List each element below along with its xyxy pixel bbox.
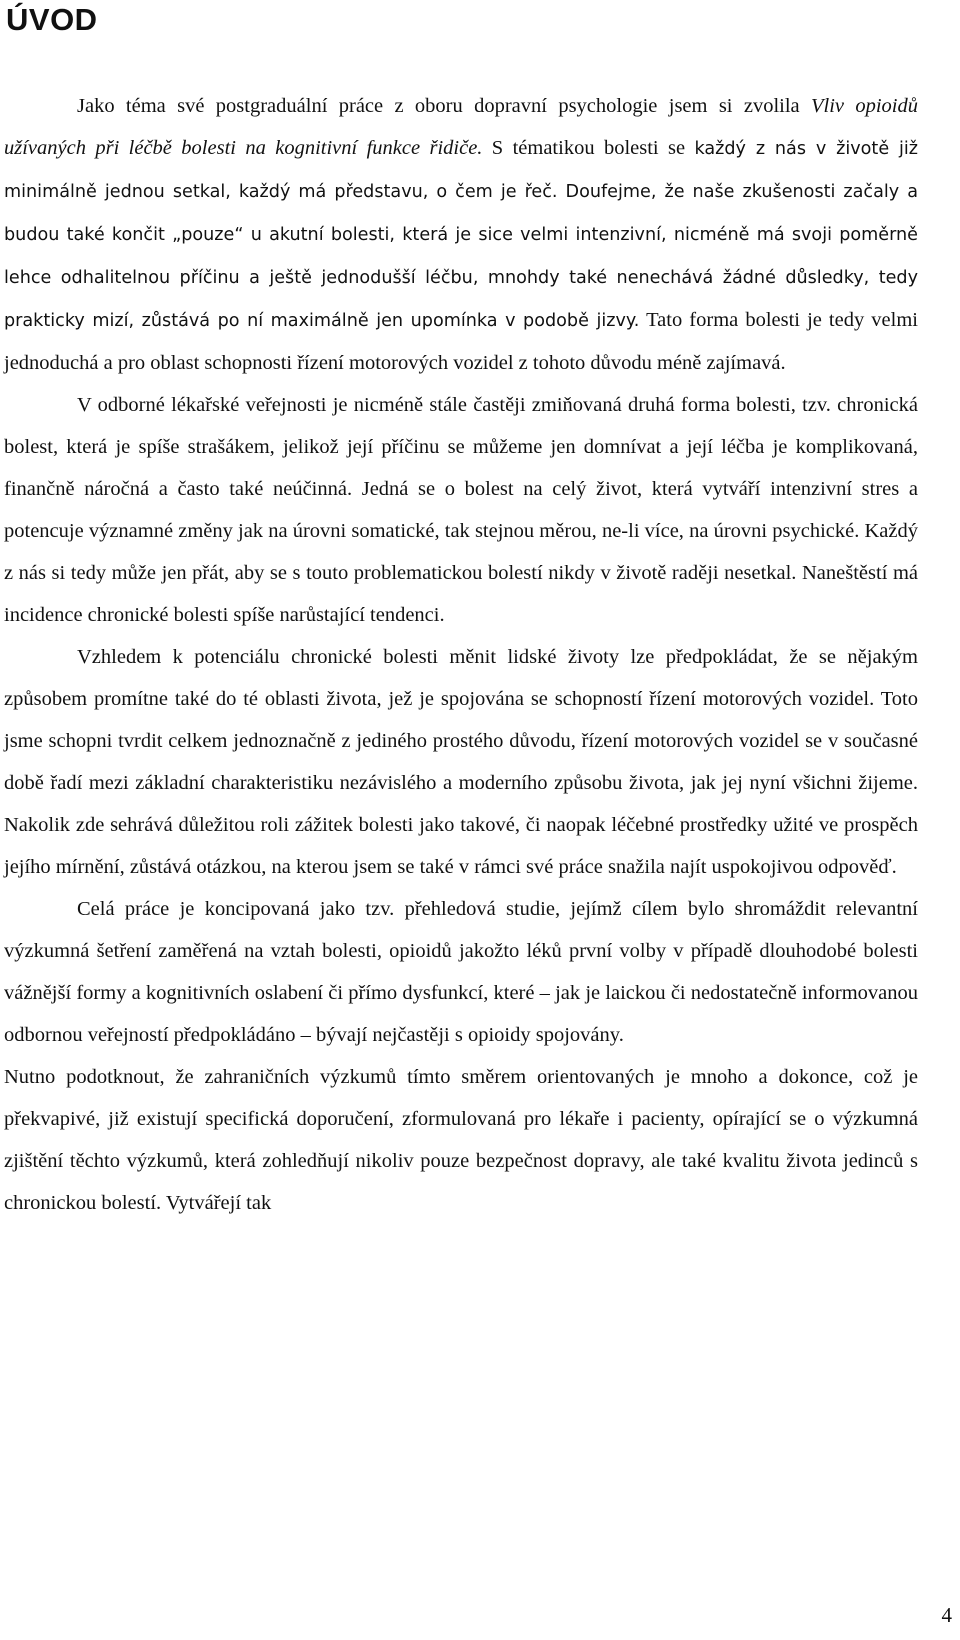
paragraph-text: Tato forma bolesti je tedy velmi jednoduchá a pro oblast schopnosti řízení motorových vozidel z tohoto důvodu méně zajímavá. xyxy=(4,309,918,374)
body-text xyxy=(4,85,918,1224)
paragraph-study-aim xyxy=(4,888,918,1056)
paragraph-text: Nutno podotknout, že zahraničních výzkumů tímto směrem orientovaných je mnoho a dokonce, což je překvapivé, již existují specifická doporučení, zformulovaná pro lékaře i pacienty, opírající se o výzkumná zjištění těchto výzkumů, která zohledňují nikoliv pouze bezpečnost dopravy, ale také kvalitu života jedinců s chronickou bolestí. Vytvářejí tak xyxy=(4,1066,918,1214)
thesis-title: Vliv opioidů užívaných při léčbě bolesti na kognitivní funkce řidiče. xyxy=(4,95,918,159)
paragraph-text: každý z nás v životě již minimálně jednou setkal, každý má představu, o čem je řeč. Doufejme, že naše zkušenosti začaly a budou také končit „pouze“ u akutní bolesti, která je sice velmi intenzivní, nicméně má svoji poměrně lehce odhalitelnou příčinu a ještě jednodušší léčbu, mnohdy také nenechává žádné důsledky, tedy prakticky mizí, zůstává po ní maximálně jen upomínka v podobě jizvy. xyxy=(4,139,919,331)
paragraph-text: Vzhledem k potenciálu chronické bolesti měnit lidské životy lze předpokládat, že se nějakým způsobem promítne také do té oblasti života, jež je spojována se schopností řízení motorových vozidel. Toto jsme schopni tvrdit celkem jednoznačně z jediného prostého důvodu, řízení motorových vozidel se v současné době řadí mezi základní charakteristiku nezávislého a moderního způsobu života, jak jej nyní všichni žijeme. Nakolik zde sehrává důležitou roli zážitek bolesti jako takové, či naopak léčebné prostředky užité ve prospěch jejího mírnění, zůstává otázkou, na kterou jsem se také v rámci své práce snažila najít uspokojivou odpověď. xyxy=(4,646,918,878)
paragraph-research xyxy=(4,1056,918,1224)
paragraph-text: S tématikou bolesti se xyxy=(482,137,695,159)
paragraph-intro xyxy=(4,85,918,384)
paragraph-text: V odborné lékařské veřejnosti je nicméně stále častěji zmiňovaná druhá forma bolesti, tzv. chronická bolest, která je spíše strašákem, jelikož její příčinu se můžeme jen domnívat a její léčba je komplikovaná, finančně náročná a často také neúčinná. Jedná se o bolest na celý život, která vytváří intenzivní stres a potencuje významné změny jak na úrovni somatické, tak stejnou měrou, ne-li více, na úrovni psychické. Každý z nás si tedy může jen přát, aby se s touto problematickou bolestí nikdy v životě raději nesetkal. Naneštěstí má incidence chronické bolesti spíše narůstající tendenci. xyxy=(4,394,918,626)
section-heading: ÚVOD xyxy=(6,2,98,37)
paragraph-chronic-pain xyxy=(4,384,918,636)
paragraph-text: Jako téma své postgraduální práce z oboru dopravní psychologie jsem si zvolila xyxy=(77,95,811,117)
paragraph-text: Celá práce je koncipovaná jako tzv. přehledová studie, jejímž cílem bylo shromáždit relevantní výzkumná šetření zaměřená na vztah bolesti, opioidů jakožto léků první volby v případě dlouhodobé bolesti vážnější formy a kognitivních oslabení či přímo dysfunkcí, které – jak je laickou či nedostatečně informovanou odbornou veřejností předpokládáno – bývají nejčastěji s opioidy spojovány. xyxy=(4,898,918,1046)
paragraph-driving xyxy=(4,636,918,888)
page-number: 4 xyxy=(941,1603,952,1627)
